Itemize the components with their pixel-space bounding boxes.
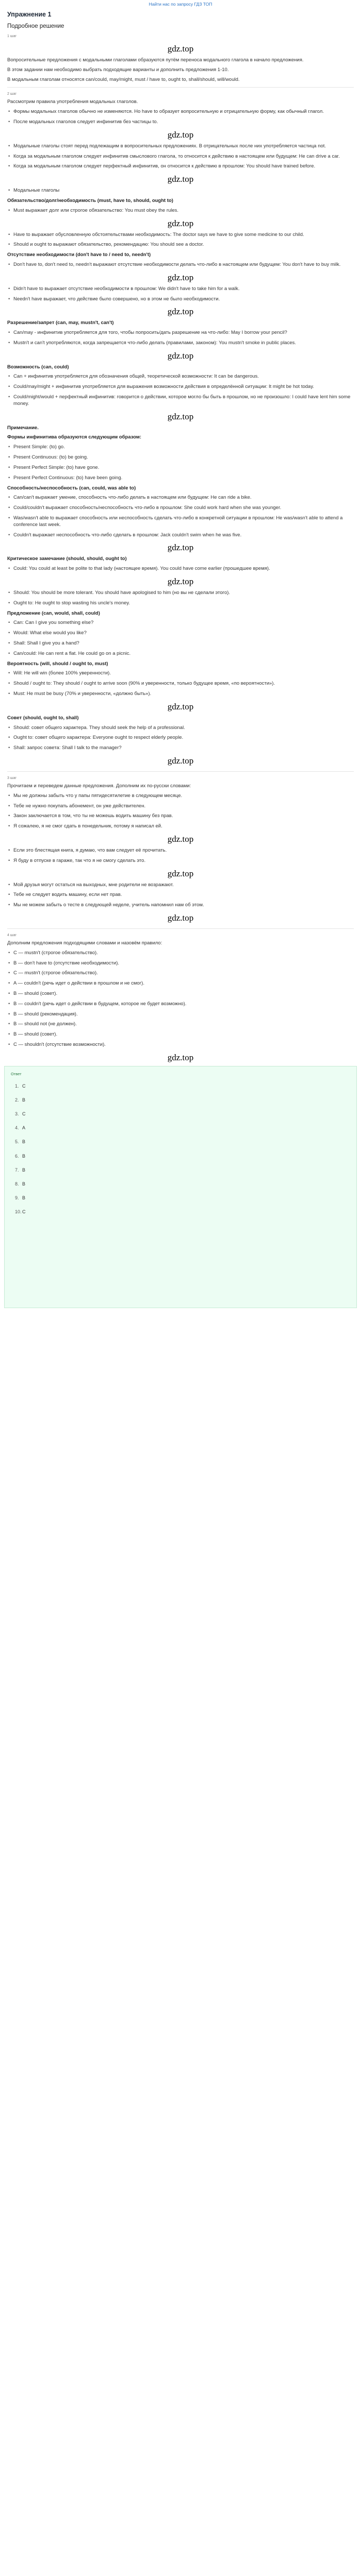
watermark: gdz.top — [167, 576, 194, 586]
list-item: • Should: You should be more tolerant. You should have apologised to him (но вы не сделали этого). — [0, 590, 361, 597]
list-item: • Модальные глаголы стоят перед подлежащим в вопросительных предложениях. В отрицательных после них употребляется частица not. — [0, 143, 361, 150]
list-item: • B — should (совет). — [0, 1031, 361, 1038]
step-label: 3 шаг — [7, 776, 17, 780]
list-item: • B — should (рекомендация). — [0, 1011, 361, 1018]
step-label: 2 шаг — [7, 92, 17, 96]
answer-value: C — [22, 1083, 26, 1089]
paragraph: В этом задании нам необходимо выбрать подходящие варианты и дополнить предложения 1-10. — [7, 66, 229, 73]
section-heading: Разрешение/запрет (can, may, mustn't, can't) — [7, 320, 114, 326]
answer-label: Ответ — [11, 1071, 22, 1076]
list-item: • Can + инфинитив употребляется для обозначения общей, теоретической возможности: It can be dangerous. — [0, 374, 361, 380]
list-item: • B — should not (не должен). — [0, 1021, 361, 1028]
list-item: • Мой друзья могут остаться на выходных, мне родители не возражают. — [0, 882, 361, 889]
watermark: gdz.top — [167, 912, 194, 923]
section-title: Подробное решение — [7, 23, 64, 29]
list-item: • Can/could: He can rent a flat. He could go on a picnic. — [0, 651, 361, 657]
list-item: • Модальные глаголы — [0, 188, 361, 194]
list-item: • Ought to: совет общего характера: Everyone ought to respect elderly people. — [0, 735, 361, 741]
answer-value: B — [22, 1097, 26, 1103]
list-item: • A — couldn't (речь идет о действии в прошлом и не смог). — [0, 980, 361, 987]
answer-value: B — [22, 1139, 26, 1145]
list-item: • После модальных глаголов следует инфинитив без частицы to. — [0, 119, 361, 126]
divider — [7, 87, 354, 88]
list-item: • Can: Can I give you something else? — [0, 620, 361, 626]
list-item: • C — mustn't (строгое обязательство). — [0, 950, 361, 957]
list-item: • B — don't have to (отсутствие необходимости). — [0, 960, 361, 967]
watermark: gdz.top — [167, 701, 194, 711]
watermark: gdz.top — [167, 272, 194, 282]
answer-item: 2. B — [15, 1097, 26, 1103]
list-item: • Я сожалею, я не смог сдать в понедельник, потому я написал ей. — [0, 823, 361, 830]
list-item: • Формы модальных глаголов обычно не изменяются. Но have to образует вопросительную и отрицательную форму, как обычный глагол. — [0, 109, 361, 115]
watermark: gdz.top — [167, 411, 194, 421]
list-item: • Can/may - инфинитив употребляется для того, чтобы попросить/дать разрешение на что-либо: May I borrow your pencil? — [0, 330, 361, 336]
answer-value: B — [22, 1195, 26, 1200]
answer-item: 8. B — [15, 1181, 26, 1187]
watermark: gdz.top — [167, 307, 194, 317]
list-item: • Could/might/would + перфектный инфинитив: говорится о действии, которое могло бы быть в прошлом, но не произошло: I could have lent him some money. — [0, 394, 361, 408]
list-item: • Present Simple: (to) go. — [0, 444, 361, 451]
list-item: • Will: He will win (более 100% уверенности). — [0, 670, 361, 677]
watermark: gdz.top — [167, 350, 194, 361]
list-item: • Если это блестящая книга, я думаю, что вам следует её прочитать. — [0, 848, 361, 854]
section-heading: Примечание. — [7, 425, 39, 431]
section-heading: Вероятность (will, should / ought to, must) — [7, 660, 108, 667]
list-item: • Could: You could at least be polite to that lady (настоящее время). You could have come earlier (прошедшее время). — [0, 566, 361, 572]
step-label: 4 шаг — [7, 933, 17, 937]
paragraph: Прочитаем и переведем данные предложения. Дополним их по-русски словами: — [7, 783, 191, 789]
list-item: • Shall: запрос совета: Shall I talk to the manager? — [0, 745, 361, 752]
answer-value: C — [22, 1111, 26, 1117]
watermark: gdz.top — [167, 543, 194, 553]
paragraph: В модальным глаголам относятся can/could, may/might, must / have to, ought to, shall/should, will/would. — [7, 76, 240, 82]
answer-item: 5. B — [15, 1139, 26, 1145]
list-item: • Have to выражает обусловленную обстоятельствами необходимость: The doctor says we have to give some medicine to our child. — [0, 232, 361, 239]
watermark: gdz.top — [167, 868, 194, 878]
divider — [7, 928, 354, 929]
section-heading: Критическое замечание (should, should, ought to) — [7, 556, 127, 562]
paragraph: Рассмотрим правила употребления модальных глаголов. — [7, 99, 138, 105]
watermark: gdz.top — [167, 756, 194, 766]
list-item: • Would: What else would you like? — [0, 630, 361, 637]
answer-item: 7. B — [15, 1167, 26, 1173]
list-item: • Should и ought to выражают обязательство, рекомендацию: You should see a doctor. — [0, 242, 361, 248]
answer-item: 6. B — [15, 1153, 26, 1159]
section-heading: Формы инфинитива образуются следующим образом: — [7, 434, 142, 440]
list-item: • Present Continuous: (to) be going. — [0, 454, 361, 461]
answer-value: A — [22, 1125, 26, 1131]
list-item: • Needn't have выражает, что действие было совершено, но в этом не было необходимости. — [0, 296, 361, 303]
answer-item: 4. A — [15, 1125, 26, 1131]
list-item: • Мы не должны забыть что у папы пятидесятилетие в следующем месяце. — [0, 793, 361, 800]
answer-value: B — [22, 1167, 26, 1173]
list-item: • Мы не можем забыть о тесте в следующей неделе, учитель напомнил нам об этом. — [0, 902, 361, 909]
list-item: • C — mustn't (строгое обязательство). — [0, 970, 361, 977]
watermark: gdz.top — [167, 129, 194, 140]
list-item: • Present Perfect Continuous: (to) have been going. — [0, 475, 361, 482]
list-item: • Я буду в отпуске в гараже, так что я не смогу сделать это. — [0, 858, 361, 865]
section-heading: Способность/неспособность (can, could, was able to) — [7, 485, 136, 491]
list-item: • Shall: Shall I give you a hand? — [0, 640, 361, 647]
section-heading: Возможность (can, could) — [7, 364, 69, 370]
section-heading: Обязательство/долг/необходимость (must, have to, should, ought to) — [7, 197, 173, 204]
answer-box — [4, 1066, 357, 1308]
answer-item: 10.C — [15, 1209, 26, 1215]
watermark: gdz.top — [167, 44, 194, 54]
step-label: 1 шаг — [7, 35, 17, 38]
list-item: • Should: совет общего характера. They should seek the help of a professional. — [0, 725, 361, 732]
answer-value: B — [22, 1153, 26, 1159]
watermark: gdz.top — [167, 834, 194, 844]
watermark: gdz.top — [167, 218, 194, 228]
list-item: • Must: He must be busy (70% и уверенности, «должно быть»). — [0, 691, 361, 698]
list-item: • Didn't have to выражает отсутствие необходимости в прошлом: We didn't have to take him for a walk. — [0, 286, 361, 293]
section-heading: Предложение (can, would, shall, could) — [7, 610, 100, 616]
list-item: • Should / ought to: They should / ought to arrive soon (90% и уверенности, только будущее время, «по вероятности»). — [0, 681, 361, 687]
list-item: • Could/may/might + инфинитив употребляется для выражения возможности действия в определённой ситуации: It might be hot today. — [0, 384, 361, 391]
section-heading: Совет (should, ought to, shall) — [7, 715, 79, 721]
list-item: • Тебе не нужно покупать абонемент, он уже действителен. — [0, 803, 361, 810]
list-item: • Закон заключается в том, что ты не можешь водить машину без прав. — [0, 813, 361, 820]
paragraph: Вопросительные предложения с модальными глаголами образуются путём переноса модального глагола в начало предложения. — [7, 57, 304, 63]
answer-item: 9. B — [15, 1195, 26, 1200]
list-item: • Could/couldn't выражает способность/неспособность что-либо в прошлом: She could work hard when she was younger. — [0, 505, 361, 512]
watermark: gdz.top — [167, 174, 194, 184]
list-item: • Mustn't и can't употребляются, когда запрещается что-либо делать (правилами, законом): You mustn't smoke in public places. — [0, 340, 361, 347]
answer-item: 1. C — [15, 1083, 26, 1089]
list-item: • Когда за модальным глаголом следует перфектный инфинитив, он относится к действию в прошлом: You should have trained before. — [0, 163, 361, 170]
list-item: • Когда за модальным глаголом следует инфинитив смыслового глагола, то относится к действию в настоящем или будущем: He can drive a car. — [0, 154, 361, 160]
page-title: Упражнение 1 — [7, 11, 52, 18]
list-item: • Тебе не следует водить машину, если нет прав. — [0, 892, 361, 899]
list-item: • Don't have to, don't need to, needn't выражают отсутствие необходимости делать что-либо в настоящем или будущем: You don't have to buy milk. — [0, 262, 361, 268]
list-item: • Was/wasn't able to выражает способность или неспособность сделать что-либо в конкретной ситуации в прошлом: He was/wasn't able to attend a conference last week. — [0, 515, 361, 529]
list-item: • Ought to: He ought to stop wasting his uncle's money. — [0, 600, 361, 607]
list-item: • Present Perfect Simple: (to) have gone. — [0, 465, 361, 471]
list-item: • B — couldn't (речь идет о действии в будущем, которое не будет возможно). — [0, 1001, 361, 1008]
answer-item: 3. C — [15, 1111, 26, 1117]
list-item: • C — shouldn't (отсутствие возможности). — [0, 1042, 361, 1048]
answer-value: C — [22, 1209, 26, 1215]
watermark: gdz.top — [167, 1052, 194, 1062]
list-item: • B — should (совет). — [0, 991, 361, 997]
answer-value: B — [22, 1181, 26, 1187]
paragraph: Дополним предложения подходящими словами и назовём правило: — [7, 940, 162, 946]
top-link[interactable]: Найти нас по запросу ГДЗ ТОП — [149, 2, 212, 7]
list-item: • Can/can't выражает умение, способность что-либо делать в настоящем или будущем: He can ride a bike. — [0, 495, 361, 501]
section-heading: Отсутствие необходимости (don't have to / need to, needn't) — [7, 252, 151, 258]
divider — [7, 771, 354, 772]
list-item: • Couldn't выражает неспособность что-либо сделать в прошлом: Jack couldn't swim when he was five. — [0, 532, 361, 539]
list-item: • Must выражает долг или строгое обязательство: You must obey the rules. — [0, 208, 361, 214]
